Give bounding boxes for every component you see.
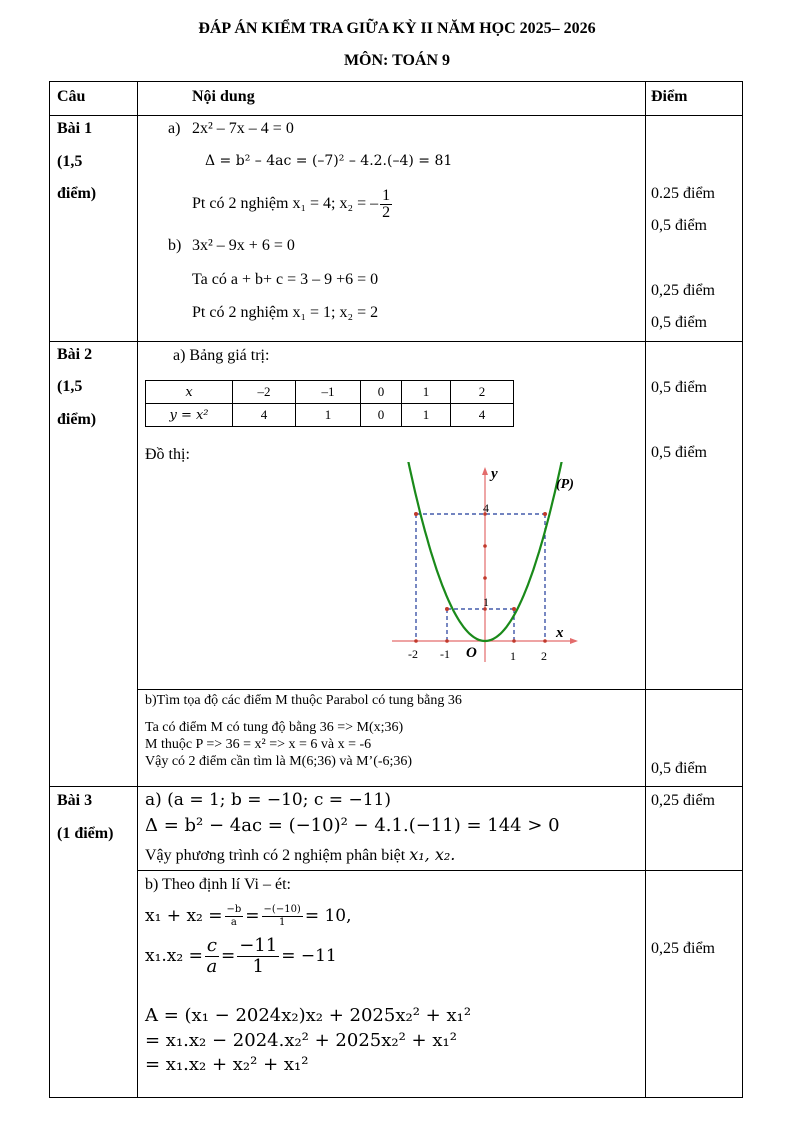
x-tick-label: 2 [541,649,547,663]
bai2-points-a: (1,5 [57,378,83,395]
value-table-cell: 4 [451,404,514,427]
point-neg2-4 [414,512,418,516]
value-table-row-x [146,381,514,404]
bai3-a-line2: Δ = b² − 4ac = (−10)² − 4.1.(−11) = 144 > 0 [145,815,560,836]
bai3-a-line1: a) (a = 1; b = −10; c = −11) [145,790,391,810]
bai2-score-b: 0,5 điểm [651,760,707,777]
bai1-points-a: (1,5 [57,153,83,170]
bai3-b-title: b) Theo định lí Vi – ét: [145,876,291,893]
bai1-a-solution-text: Pt có 2 nghiệm x₁ = 4; x₂ = – [192,195,379,212]
bai3-sum-lhs: x₁ + x₂ = [145,906,223,926]
y-axis-label: y [491,466,498,482]
bai2-b-line1: Ta có điểm M có tung độ bằng 36 => M(x;36) [145,720,404,735]
value-table-cell: 1 [402,404,451,427]
bai1-a-solution [192,186,394,222]
value-table-cell: –1 [296,381,361,404]
col-divider-1 [137,81,138,1098]
bai2-score-table: 0,5 điểm [651,379,707,396]
value-table-cell: 2 [451,381,514,404]
bai2-points-b: điểm) [57,411,97,428]
bai3-A-line3: = x₁.x₂ + x₂² + x₁² [145,1054,309,1075]
bai3-sum-rhs: = 10, [304,906,352,926]
bai2-b-title: b)Tìm tọa độ các điểm M thuộc Parabol có tung bằng 36 [145,693,462,708]
x-tick-label: -1 [440,647,450,661]
bai3-A-line1: A = (x₁ − 2024x₂)x₂ + 2025x₂² + x₁² [145,1005,472,1026]
bai1-score-3: 0,25 điểm [651,282,715,299]
row-divider-bai2a [137,689,743,690]
bai3-b-sum: x₁ + x₂ = $\frac{-b}{a}$ = $\frac{-(-10)}{1}$ = 10, [145,904,352,928]
bai1-b-label: b) [168,237,182,254]
y-tick-dot [483,576,487,580]
bai2-a-title: a) Bảng giá trị: [173,347,270,364]
point-neg1-1 [445,607,449,611]
value-table-cell: 1 [296,404,361,427]
bai3-sum-f1-den: a [230,917,237,928]
bai2-label: Bài 2 [57,346,93,363]
value-table-cell: –2 [233,381,296,404]
bai3-score-b: 0,25 điểm [651,940,715,957]
table-border-left [49,81,50,1098]
bai3-b-product: x₁.x₂ = $\frac{c}{a}$ = $\frac{-11}{1}$ = −11 [145,935,337,977]
value-table [145,380,514,427]
value-table-row-y [146,404,514,427]
bai1-a-delta: Δ = b² – 4ac = (–7)² – 4.2.(–4) = 81 [205,153,453,169]
curve-label: (P) [556,477,574,492]
x-tick-dot [512,639,516,643]
header-cau: Câu [57,88,86,105]
bai1-a-label: a) [168,120,181,137]
origin-label: O [466,645,477,661]
bai3-a-line3-text: Vậy phương trình có 2 nghiệm phân biệt [145,847,406,864]
table-border-top [49,81,743,82]
row-divider-bai3a [137,870,743,871]
value-table-cell: 0 [361,381,402,404]
y-axis-arrow [482,467,488,475]
x-tick-dot [543,639,547,643]
bai3-prod-f1-den: a [206,956,218,977]
bai1-a-equation: 2x² – 7x – 4 = 0 [192,120,294,137]
bai2-b-line3: Vậy có 2 điểm cần tìm là M(6;36) và M’(-6;36) [145,754,413,769]
bai1-label: Bài 1 [57,120,93,137]
value-table-cell: 4 [233,404,296,427]
bai1-b-solution: Pt có 2 nghiệm x₁ = 1; x₂ = 2 [192,304,379,321]
header-diem: Điểm [651,88,688,105]
header-noi-dung: Nội dung [192,88,255,105]
x-axis-arrow [570,638,578,644]
bai2-b-line2: M thuộc P => 36 = x² => x = 6 và x = -6 [145,737,372,752]
table-border-right [742,81,743,1098]
bai3-sum-f1-num: −b [226,904,242,915]
point-2-4 [543,512,547,516]
bai3-sum-f2-num: −(−10) [263,904,301,915]
bai1-score-4: 0,5 điểm [651,314,707,331]
value-table-cell: 0 [361,404,402,427]
value-table-head-x: x [146,381,233,404]
bai3-prod-f2-den: 1 [252,956,264,977]
x-tick-label: 1 [510,649,516,663]
bai1-points-b: điểm) [57,185,97,202]
row-divider-bai2 [49,786,743,787]
bai3-label: Bài 3 [57,792,93,809]
bai1-a-frac-num: 1 [382,186,391,204]
x-tick-dot [445,639,449,643]
value-table-head-y: y = x² [146,404,233,427]
table-border-bottom [49,1097,743,1098]
bai1-score-1: 0.25 điểm [651,185,715,202]
bai3-prod-f1-num: c [206,935,217,956]
col-divider-2 [645,81,646,1098]
x-tick-label: -2 [408,647,418,661]
y-tick-dot [483,544,487,548]
bai1-b-check: Ta có a + b+ c = 3 – 9 +6 = 0 [192,271,379,288]
table-header-divider [49,115,743,116]
row-divider-bai1 [49,341,743,342]
bai3-sum-f2-den: 1 [279,917,286,928]
bai2-graph-title: Đồ thị: [145,446,190,463]
bai1-b-equation: 3x² – 9x + 6 = 0 [192,237,295,254]
bai3-a-line3-vars: x₁, x₂. [409,845,456,864]
bai3-prod-rhs: = −11 [281,946,337,966]
bai3-score-a: 0,25 điểm [651,792,715,809]
bai3-points: (1 điểm) [57,825,114,842]
page-title: ĐÁP ÁN KIỂM TRA GIỮA KỲ II NĂM HỌC 2025– 2026 [198,20,596,37]
bai3-a-line3 [145,845,455,866]
x-axis-label: x [556,625,564,641]
point-1-1 [512,607,516,611]
bai3-prod-f2-num: −11 [239,935,278,956]
value-table-cell: 1 [402,381,451,404]
bai1-score-2: 0,5 điểm [651,217,707,234]
dashed-guides [416,514,545,641]
bai2-score-graph: 0,5 điểm [651,444,707,461]
y-tick-label-1: 1 [483,595,489,609]
bai1-a-frac-den: 2 [382,203,391,221]
y-tick-label-4: 4 [483,501,489,515]
parabola-graph [380,462,600,667]
bai3-prod-lhs: x₁.x₂ = [145,946,203,966]
subject-title: MÔN: TOÁN 9 [343,52,451,69]
bai3-A-line2: = x₁.x₂ − 2024.x₂² + 2025x₂² + x₁² [145,1030,457,1051]
x-tick-dot [414,639,418,643]
